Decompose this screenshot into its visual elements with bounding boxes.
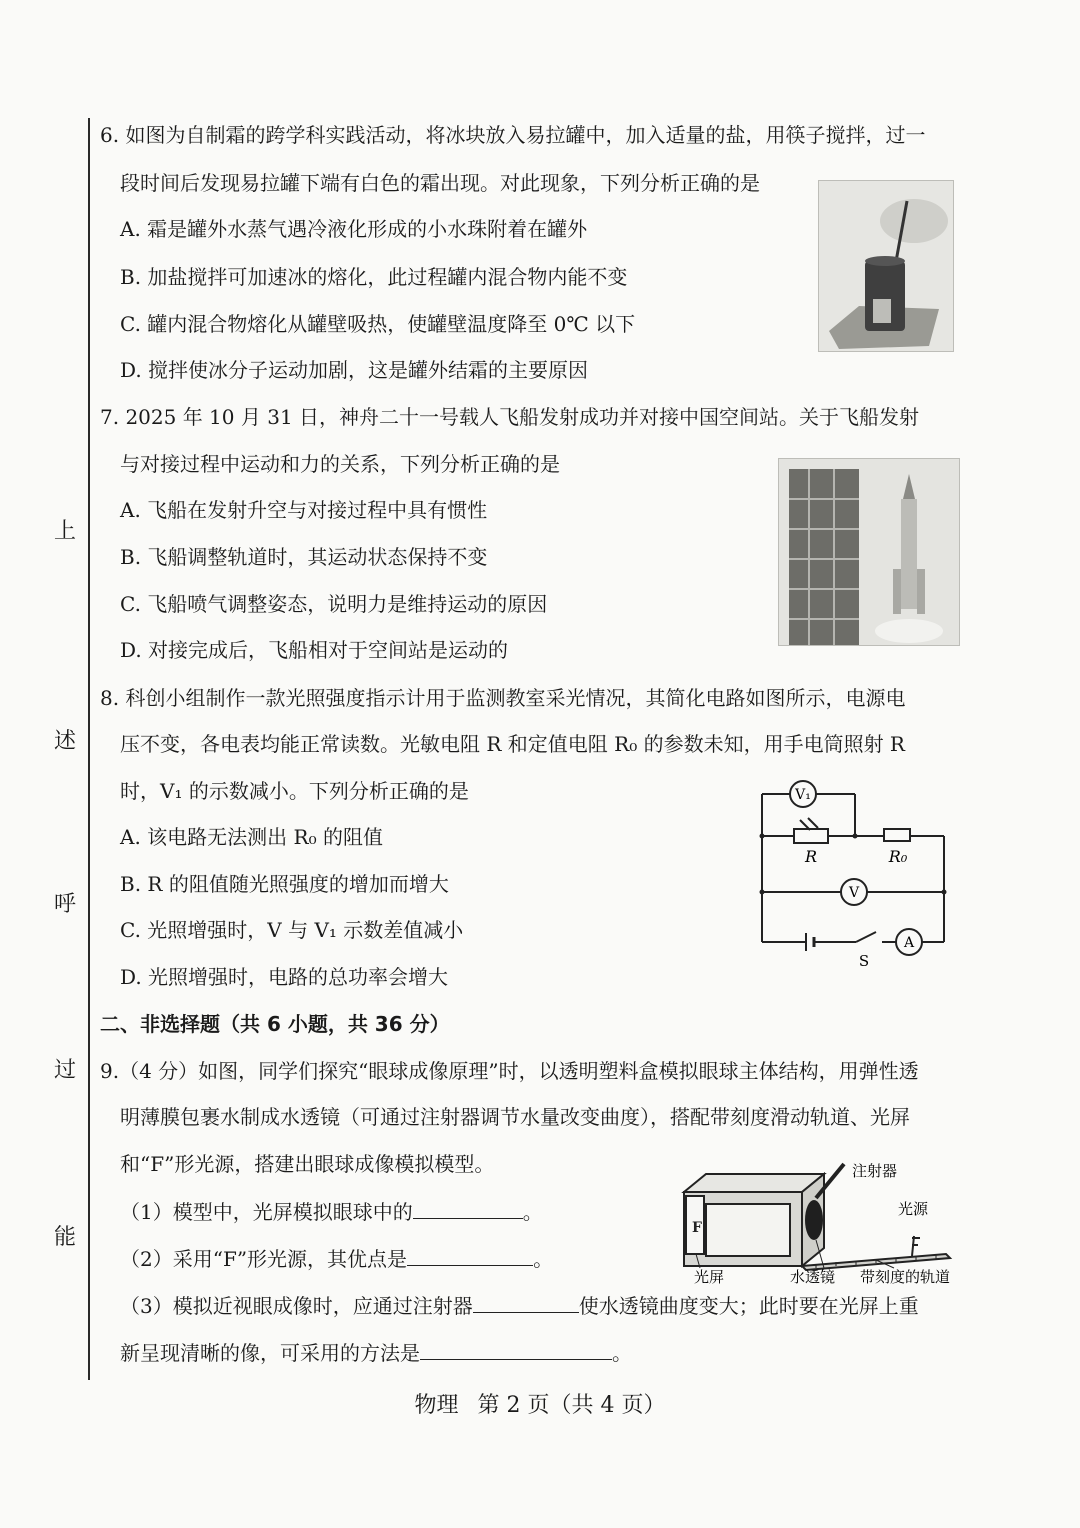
circuit-label-r0: R₀ [888, 847, 908, 866]
q7-option-d: D. 对接完成后，飞船相对于空间站是运动的 [120, 638, 509, 662]
q7-stem-line-1: 7. 2025 年 10 月 31 日，神舟二十一号载人飞船发射成功并对接中国空间站。关于飞船发射 [100, 405, 920, 429]
q9-sub1-prefix: （1）模型中，光屏模拟眼球中的 [120, 1200, 413, 1224]
q8-stem-line-1: 8. 科创小组制作一款光照强度指示计用于监测教室采光情况，其简化电路如图所示，电源电 [100, 686, 906, 710]
q9-subquestion-2 [120, 1245, 553, 1272]
q6-option-d: D. 搅拌使冰分子运动加剧，这是罐外结霜的主要原因 [120, 358, 589, 382]
circuit-label-switch: S [858, 952, 870, 970]
q9-sub2-suffix: 。 [533, 1247, 554, 1271]
circuit-label-v: V [848, 885, 860, 901]
margin-char-1: 上 [54, 519, 77, 544]
q9-stem-line-2: 明薄膜包裹水制成水透镜（可通过注射器调节水量改变曲度），搭配带刻度滑动轨道、光屏 [120, 1105, 910, 1129]
q9-label-light-source: 光源 [898, 1200, 929, 1218]
q6-option-c: C. 罐内混合物熔化从罐壁吸热，使罐壁温度降至 0℃ 以下 [120, 312, 636, 336]
circuit-label-v1: V₁ [795, 787, 811, 803]
q8-option-a: A. 该电路无法测出 R₀ 的阻值 [120, 825, 383, 849]
q7-option-c: C. 飞船喷气调整姿态，说明力是维持运动的原因 [120, 592, 548, 616]
q6-stem-line-1: 6. 如图为自制霜的跨学科实践活动，将冰块放入易拉罐中，加入适量的盐，用筷子搅拌，过一 [100, 123, 926, 147]
q9-sub3-mid: 使水透镜曲度变大；此时要在光屏上重 [578, 1294, 919, 1318]
page-footer [0, 1392, 1080, 1420]
q7-rocket-photo [778, 458, 960, 646]
q9-sub3-line2-suffix: 。 [612, 1341, 632, 1365]
q7-stem-line-2: 与对接过程中运动和力的关系，下列分析正确的是 [120, 452, 560, 476]
binding-margin-line [88, 118, 90, 1380]
footer-subject: 物理 [414, 1393, 459, 1418]
q9-sub1-answer-blank[interactable] [413, 1198, 523, 1219]
q9-subquestion-3 [120, 1292, 919, 1319]
q9-sub3-answer-blank-2[interactable] [420, 1339, 612, 1360]
q9-sub1-suffix: 。 [522, 1200, 543, 1224]
q9-sub3-prefix: （3）模拟近视眼成像时，应通过注射器 [120, 1294, 473, 1318]
q8-circuit-diagram [752, 776, 956, 972]
q7-option-b: B. 飞船调整轨道时，其运动状态保持不变 [120, 545, 488, 569]
q9-eye-model-diagram [676, 1158, 966, 1286]
q8-option-d: D. 光照增强时，电路的总功率会增大 [120, 965, 449, 989]
section-2-title: 二、非选择题（共 6 小题，共 36 分） [100, 1012, 450, 1036]
q9-sub3-line2-prefix: 新呈现清晰的像，可采用的方法是 [120, 1341, 420, 1365]
footer-page-number: 第 2 页（共 4 页） [477, 1393, 666, 1418]
q9-subquestion-3-line-2 [120, 1339, 632, 1366]
circuit-label-ammeter: A [903, 935, 915, 951]
q9-stem-line-3: 和“F”形光源，搭建出眼球成像模拟模型。 [120, 1152, 495, 1176]
q8-stem-line-2: 压不变，各电表均能正常读数。光敏电阻 R 和定值电阻 R₀ 的参数未知，用手电筒照射 R [120, 732, 905, 756]
q8-option-c: C. 光照增强时，V 与 V₁ 示数差值减小 [120, 918, 464, 942]
q9-sub2-answer-blank[interactable] [407, 1245, 533, 1266]
margin-char-2: 述 [54, 729, 77, 754]
q9-label-track: 带刻度的轨道 [860, 1268, 951, 1286]
q9-label-syringe: 注射器 [852, 1162, 898, 1180]
q6-can-photo [818, 180, 954, 352]
margin-char-5: 能 [54, 1225, 77, 1250]
circuit-label-r: R [804, 847, 818, 866]
q9-subquestion-1 [120, 1198, 543, 1225]
q9-label-screen: 光屏 [694, 1268, 725, 1286]
q8-option-b: B. R 的阻值随光照强度的增加而增大 [120, 872, 449, 896]
q6-option-b: B. 加盐搅拌可加速冰的熔化，此过程罐内混合物内能不变 [120, 265, 628, 289]
q9-sub2-prefix: （2）采用“F”形光源，其优点是 [120, 1247, 408, 1271]
q6-option-a: A. 霜是罐外水蒸气遇冷液化形成的小水珠附着在罐外 [120, 217, 588, 241]
q6-stem-line-2: 段时间后发现易拉罐下端有白色的霜出现。对此现象，下列分析正确的是 [120, 171, 760, 195]
q9-sub3-answer-blank-1[interactable] [473, 1292, 579, 1313]
margin-char-3: 呼 [54, 892, 77, 917]
q9-stem-line-1: 9.（4 分）如图，同学们探究“眼球成像原理”时，以透明塑料盒模拟眼球主体结构，用弹性透 [100, 1059, 919, 1083]
svg-text:F: F [692, 1220, 702, 1236]
margin-char-4: 过 [54, 1058, 77, 1083]
q8-stem-line-3: 时，V₁ 的示数减小。下列分析正确的是 [120, 779, 469, 803]
q7-option-a: A. 飞船在发射升空与对接过程中具有惯性 [120, 498, 488, 522]
q9-label-water-lens: 水透镜 [790, 1268, 836, 1286]
